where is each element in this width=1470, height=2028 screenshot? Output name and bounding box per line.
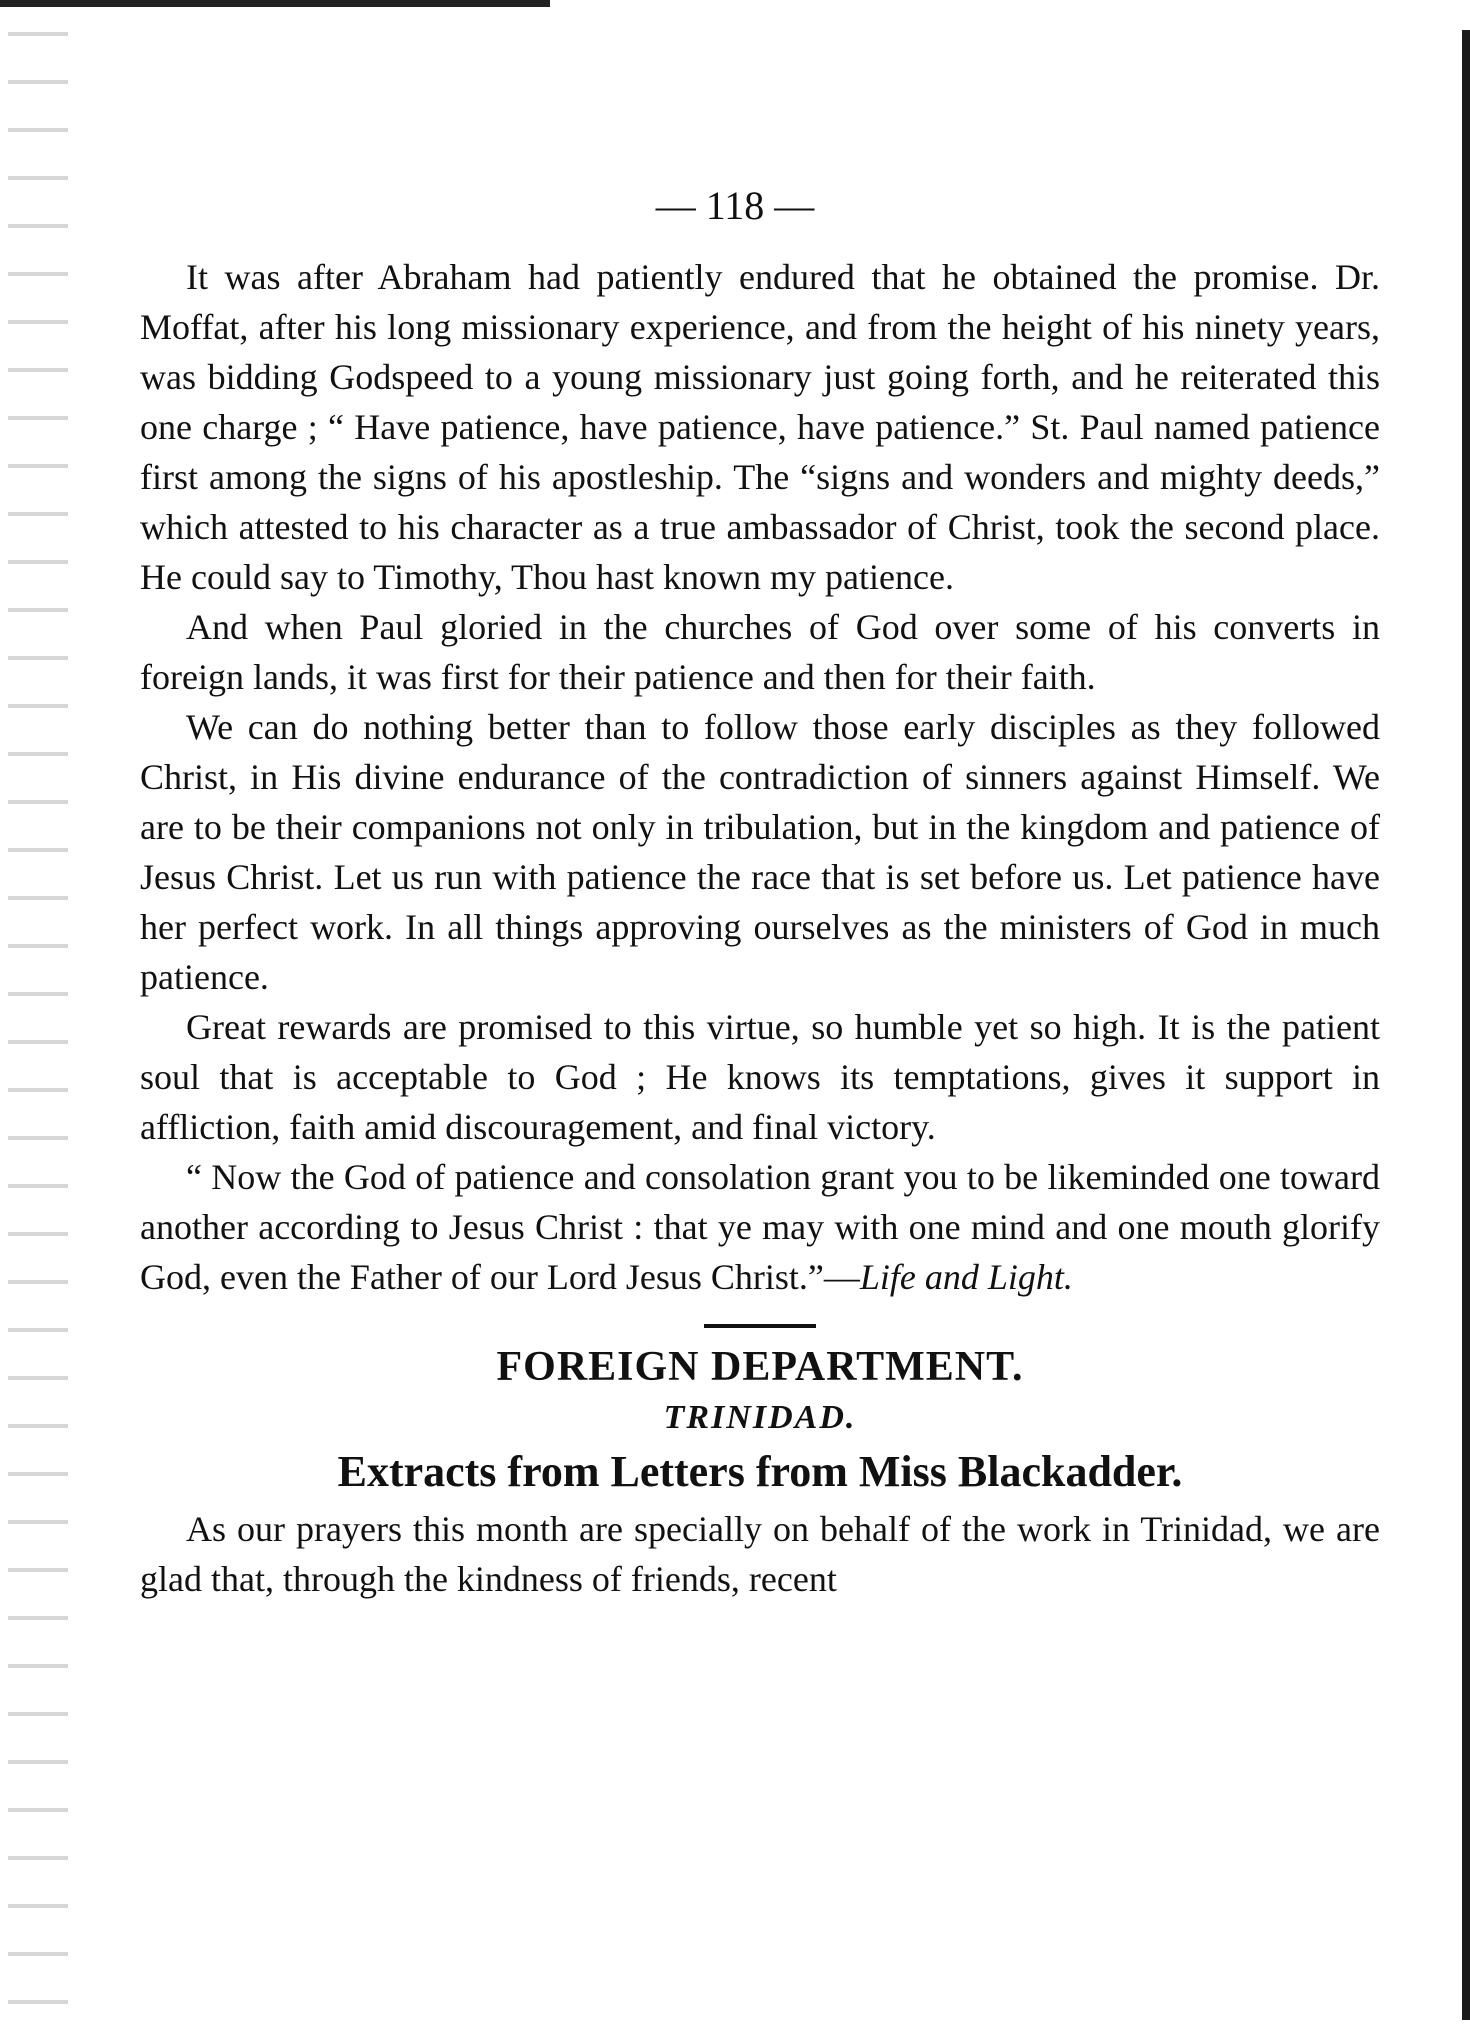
page-number: — 118 — xyxy=(655,183,815,228)
scan-edge-top xyxy=(0,0,550,7)
paragraph-paul: And when Paul gloried in the churches of God over some of his converts in foreign lands, it was first for their patience and then for their faith. xyxy=(140,607,1380,697)
article-text: As our prayers this month are specially on behalf of the work in Trinidad, we are glad that, through the kindness of friends, recent xyxy=(140,1509,1380,1599)
scan-edge-left xyxy=(8,10,68,2020)
scan-edge-right xyxy=(1462,30,1470,2020)
paragraph-quote xyxy=(140,1152,1380,1302)
paragraph-rewards: Great rewards are promised to this virtue, so humble yet so high. It is the patient soul that is acceptable to God ; He knows its temptations, gives it support in affliction, faith amid discouragement, and final victory. xyxy=(140,1007,1380,1147)
article-title: Extracts from Letters from Miss Blackadder. xyxy=(337,1447,1183,1496)
paragraph-abraham: It was after Abraham had patiently endured that he obtained the promise. Dr. Moffat, after his long missionary experience, and from the height of his ninety years, was bidding Godspeed to a young missionary just going forth, and he reiterated this one charge ; “ Have patience, have patience, have patience.” St. Paul named patience first among the signs of his apostleship. The “signs and wonders and mighty deeds,” which attested to his character as a true ambassador of Christ, took the second place. He could say to Timothy, Thou hast known my patience. xyxy=(140,257,1380,597)
section-divider xyxy=(704,1324,816,1328)
quote-text: “ Now the God of patience and consolation grant you to be likeminded one toward another according to Jesus Christ : that ye may with one mind and one mouth glorify God, even the Father of our Lord Jesus Christ.”— xyxy=(140,1157,1380,1297)
subsection-title: TRINIDAD. xyxy=(663,1399,857,1436)
section-title: FOREIGN DEPARTMENT. xyxy=(496,1344,1024,1390)
quote-source: Life and Light. xyxy=(859,1257,1073,1297)
paragraph-disciples: We can do nothing better than to follow those early disciples as they followed Christ, in His divine endurance of the contradiction of sinners against Himself. We are to be their companions not only in tribulation, but in the kingdom and patience of Jesus Christ. Let us run with patience the race that is set before us. Let patience have her perfect work. In all things approving ourselves as the ministers of God in much patience. xyxy=(140,707,1380,997)
body-text xyxy=(140,252,1380,1604)
